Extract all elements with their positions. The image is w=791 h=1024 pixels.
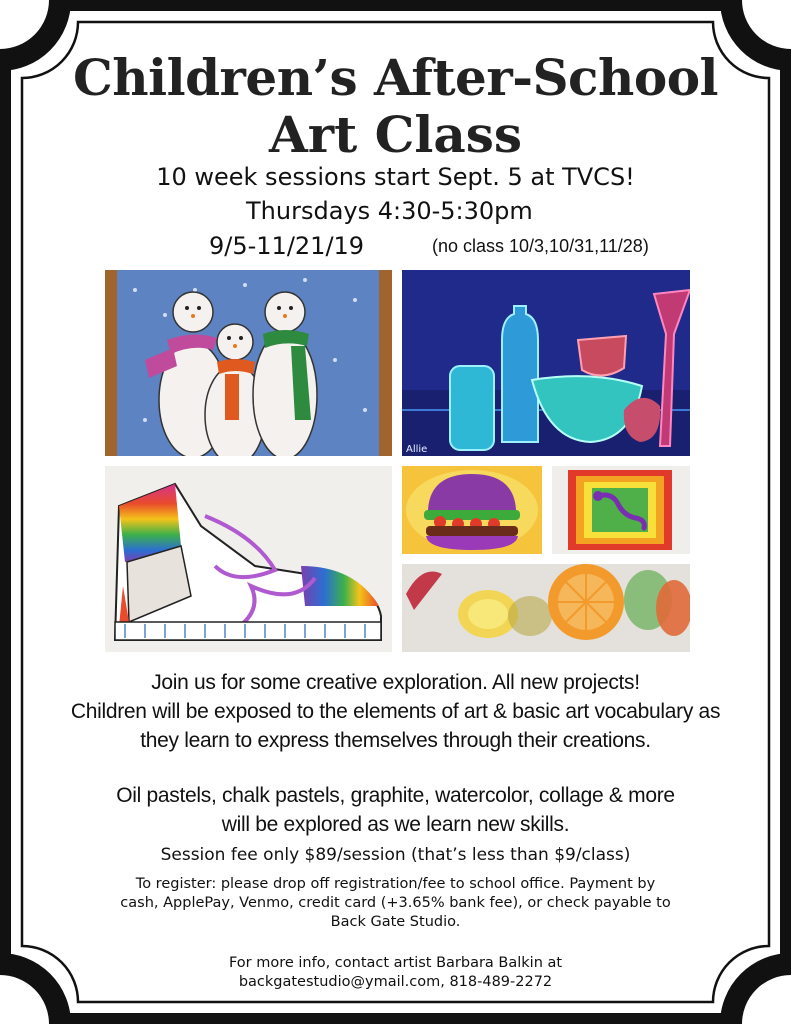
fruit-artwork-image	[402, 564, 690, 652]
session-start-text: 10 week sessions start Sept. 5 at TVCS!	[156, 163, 635, 191]
description-line: Children will be exposed to the elements of art & basic art vocabulary as	[70, 700, 721, 723]
registration-info	[70, 875, 721, 932]
sneaker-artwork-image	[105, 466, 392, 652]
description-line: will be explored as we learn new skills.	[221, 813, 570, 836]
session-dates-text: 9/5-11/21/19	[209, 232, 365, 260]
session-fee-text: Session fee only $89/session (that’s less than $9/class)	[160, 845, 631, 865]
description-line: Join us for some creative exploration. All new projects!	[151, 671, 640, 694]
description-paragraph-2	[0, 781, 791, 839]
contact-email-phone[interactable]: backgatestudio@ymail.com, 818-489-2272	[238, 974, 553, 990]
still-life-signature: Allie	[406, 444, 428, 455]
no-class-dates-note: (no class 10/3,10/31,11/28)	[432, 236, 649, 256]
lizard-artwork-image	[552, 466, 690, 554]
snowmen-artwork-image	[105, 270, 392, 456]
page-title-line2: Art Class	[268, 105, 523, 164]
burger-artwork-image	[402, 466, 542, 554]
contact-line: For more info, contact artist Barbara Balkin at	[228, 955, 563, 971]
class-time-text: Thursdays 4:30-5:30pm	[246, 197, 533, 225]
description-paragraph-1	[0, 668, 791, 755]
registration-line: Back Gate Studio.	[330, 914, 461, 930]
still-life-artwork-image	[402, 270, 690, 456]
contact-info	[0, 954, 791, 992]
page-title-line1: Children’s After-School	[72, 48, 719, 107]
description-line: Oil pastels, chalk pastels, graphite, watercolor, collage & more	[116, 784, 675, 807]
description-line: they learn to express themselves through their creations.	[140, 729, 651, 752]
registration-line: To register: please drop off registration/fee to school office. Payment by	[135, 876, 656, 892]
registration-line: cash, ApplePay, Venmo, credit card (+3.65% bank fee), or check payable to	[120, 895, 671, 911]
